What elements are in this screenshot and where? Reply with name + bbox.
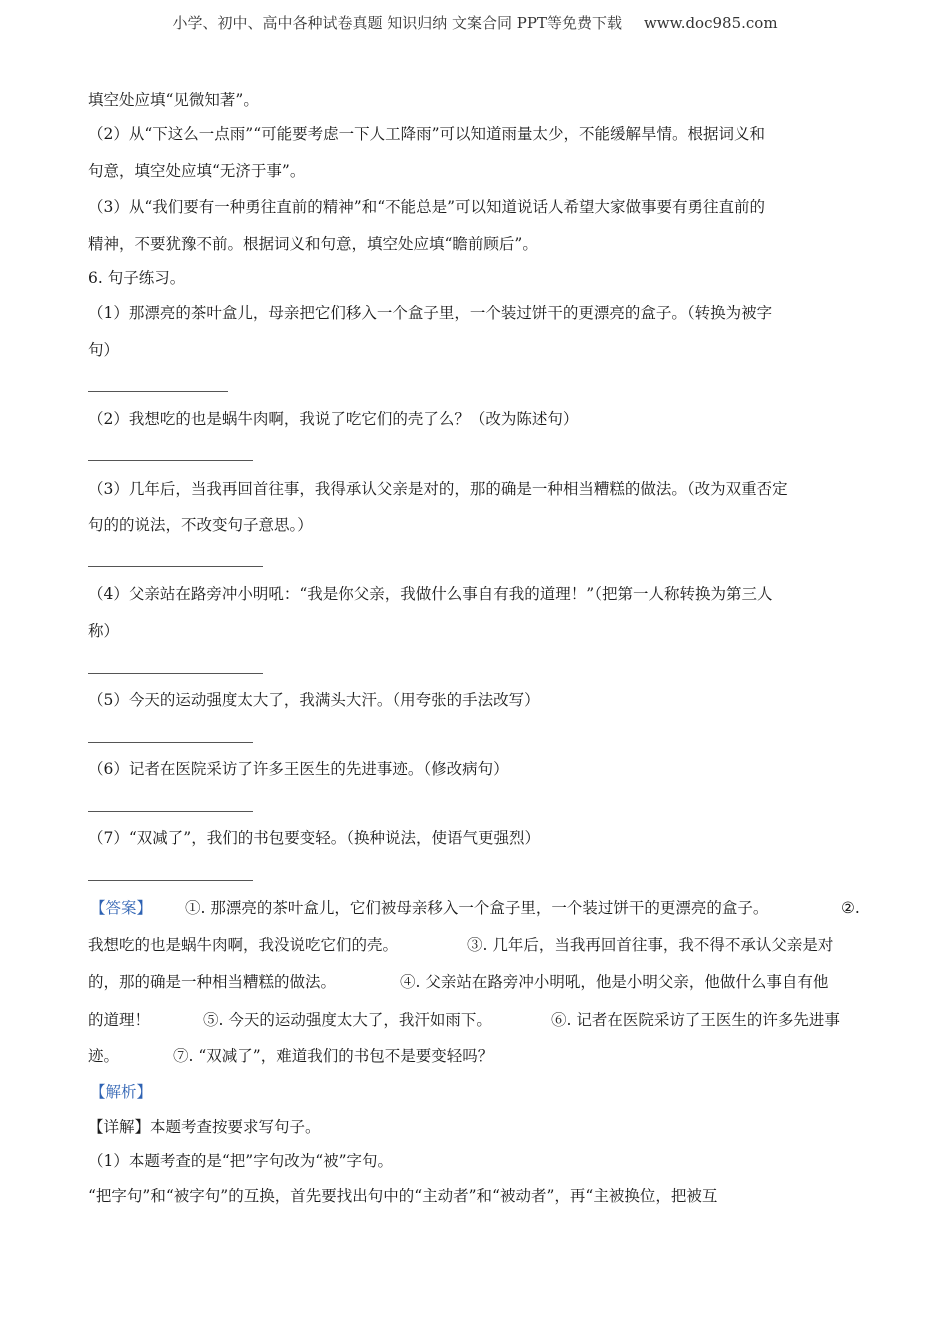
answer-label: 【答案】 [90,899,153,917]
question-5: （5）今天的运动强度太大了，我满头大汗。（用夸张的手法改写） [88,691,540,709]
question-7: （7）“双减了”，我们的书包要变轻。（换种说法，使语气更强烈） [88,829,540,847]
answer-item-2-text: 我想吃的也是蜗牛肉啊，我没说吃它们的壳。 [88,936,399,954]
question-title: 6. 句子练习。 [88,269,186,287]
answer-blank-5[interactable] [88,742,253,743]
analysis-paragraph-2: “把字句”和“被字句”的互换，首先要找出句中的“主动者”和“被动者”，再“主被换位，把被互 [88,1187,718,1205]
answer-item-2-number: ②. [841,899,860,917]
intro-line-1: 填空处应填“见微知著”。 [88,91,259,109]
answer-item-4-start: ④. 父亲站在路旁冲小明吼，他是小明父亲，他做什么事自有他 [400,973,829,991]
intro-line-3: 句意，填空处应填“无济于事”。 [88,162,306,180]
intro-line-2: （2）从“下这么一点雨”“可能要考虑一下人工降雨”可以知道雨量太少，不能缓解旱情。根据词义和 [88,125,766,143]
question-4-line-a: （4）父亲站在路旁冲小明吼：“我是你父亲，我做什么事自有我的道理！”（把第一人称转换为第三人 [88,585,773,603]
answer-blank-7[interactable] [88,880,253,881]
question-3-line-a: （3）几年后，当我再回首往事，我得承认父亲是对的，那的确是一种相当糟糕的做法。（改为双重否定 [88,480,788,498]
question-1-line-b: 句） [88,341,120,359]
question-4-line-b: 称） [88,622,120,640]
question-3-line-b: 句的的说法，不改变句子意思。） [88,516,313,534]
answer-item-3-start: ③. 几年后，当我再回首往事，我不得不承认父亲是对 [467,936,834,954]
question-6: （6）记者在医院采访了许多王医生的先进事迹。（修改病句） [88,760,509,778]
header-title: 小学、初中、高中各种试卷真题 知识归纳 文案合同 PPT等免费下载 [172,14,622,32]
intro-line-5: 精神，不要犹豫不前。根据词义和句意，填空处应填“瞻前顾后”。 [88,235,538,253]
answer-item-3-end: 的，那的确是一种相当糟糕的做法。 [88,973,337,991]
answer-blank-3[interactable] [88,566,263,567]
answer-item-5: ⑤. 今天的运动强度太大了，我汗如雨下。 [203,1011,492,1029]
answer-item-1: ①. 那漂亮的茶叶盒儿，它们被母亲移入一个盒子里，一个装过饼干的更漂亮的盒子。 [185,899,769,917]
answer-blank-2[interactable] [88,460,253,461]
question-2: （2）我想吃的也是蜗牛肉啊，我说了吃它们的壳了么？（改为陈述句） [88,410,579,428]
analysis-label: 【解析】 [90,1083,153,1101]
header-site[interactable]: www.doc985.com [643,14,778,32]
analysis-detail: 【详解】本题考查按要求写句子。 [88,1118,321,1136]
answer-item-6-start: ⑥. 记者在医院采访了王医生的许多先进事 [551,1011,840,1029]
analysis-paragraph-1: （1）本题考查的是“把”字句改为“被”字句。 [88,1152,394,1170]
answer-item-6-end: 迹。 [88,1047,120,1065]
page-header [0,12,950,33]
question-1-line-a: （1）那漂亮的茶叶盒儿，母亲把它们移入一个盒子里，一个装过饼干的更漂亮的盒子。（转换为被字 [88,304,773,322]
answer-blank-4[interactable] [88,673,263,674]
intro-line-4: （3）从“我们要有一种勇往直前的精神”和“不能总是”可以知道说话人希望大家做事要有勇往直前的 [88,198,766,216]
answer-item-4-end: 的道理！ [88,1011,151,1029]
answer-item-7: ⑦. “双减了”，难道我们的书包不是要变轻吗？ [173,1047,494,1065]
answer-blank-1[interactable] [88,391,228,392]
answer-blank-6[interactable] [88,811,253,812]
